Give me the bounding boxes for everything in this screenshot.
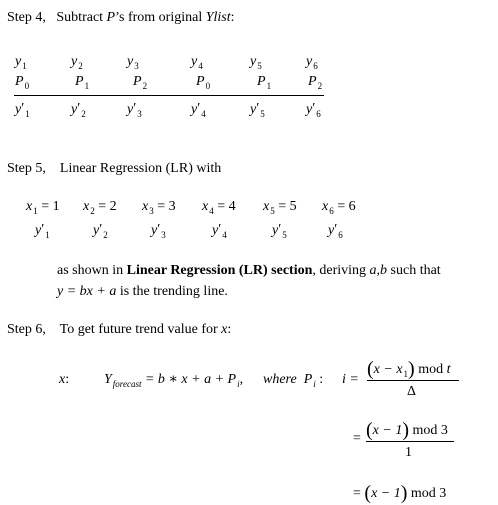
step6-text-pre: To get future trend value for xyxy=(59,322,218,337)
step4-p-1: $P_0$ xyxy=(15,74,30,91)
step5-yprime-3: $y'_3$ xyxy=(151,222,166,240)
step5-label: Step 5, xyxy=(7,161,46,176)
step5-yprime-4: $y'_4$ xyxy=(212,222,227,240)
step4-colon: : xyxy=(230,10,235,25)
step4-p-2: $P_1$ xyxy=(75,74,90,91)
step4-y-4: $y_4$ xyxy=(191,54,203,71)
where-colon: : xyxy=(319,372,324,387)
step6-label: Step 6, xyxy=(7,322,46,337)
step4-yprime-2: $y'_2$ xyxy=(71,101,86,119)
step5-x-4: $x_4 = 4$ xyxy=(202,199,236,216)
forecast-subscript: forecast xyxy=(112,379,142,389)
fraction2-bar xyxy=(366,441,454,442)
step4-text-pre: Subtract xyxy=(56,10,104,25)
step4-y-5: $y_5$ xyxy=(250,54,262,71)
step6-x-var: x xyxy=(221,322,228,337)
where-P-subscript: i xyxy=(313,379,316,389)
step4-yprime-1: $y'_1$ xyxy=(15,101,30,119)
step5-x-3: $x_3 = 3$ xyxy=(142,199,176,216)
where-word: where xyxy=(263,372,297,387)
step4-p-3: $P_2$ xyxy=(133,74,148,91)
eq3-line: = (x − 1) mod 3 xyxy=(353,482,447,504)
step4-yprime-3: $y'_3$ xyxy=(127,101,142,119)
step5-x-2: $x_2 = 2$ xyxy=(83,199,117,216)
fraction1-numerator: $(x - x_1)$ mod t xyxy=(367,358,451,380)
step4-y-3: $y_3$ xyxy=(127,54,139,71)
step5-trend-equation: y = bx + a xyxy=(57,284,117,299)
step5-text: Linear Regression (LR) with xyxy=(59,161,222,176)
step4-yprime-4: $y'_4$ xyxy=(191,101,206,119)
step5-note-mid: , deriving xyxy=(312,263,367,278)
step5-x-5: $x_5 = 5$ xyxy=(263,199,297,216)
fraction1-bar xyxy=(367,380,459,381)
step4-p-4: $P_0$ xyxy=(196,74,211,91)
eq2-sign: = xyxy=(353,431,361,446)
step4-y-1: $y_1$ xyxy=(15,54,27,71)
step5-yprime-5: $y'_5$ xyxy=(272,222,287,240)
forecast-rhs: = b ∗ x + a + P xyxy=(144,372,237,387)
step4-text-mid: ’s from original xyxy=(115,10,203,25)
step4-yprime-5: $y'_5$ xyxy=(250,101,265,119)
step6-where xyxy=(263,373,323,387)
step4-ylist: Ylist xyxy=(205,10,231,25)
step4-heading xyxy=(7,11,235,25)
step5-note-pre: as shown in xyxy=(57,263,124,278)
step4-label: Step 4, xyxy=(7,10,46,25)
step5-trend-text: is the trending line. xyxy=(119,284,228,299)
step4-p-5: $P_1$ xyxy=(257,74,272,91)
step6-forecast-formula xyxy=(104,373,243,387)
step5-note-post: such that xyxy=(390,263,441,278)
step5-note-ab: a,b xyxy=(369,263,388,278)
step6-colon: : xyxy=(227,322,232,337)
step5-note-bold: Linear Regression (LR) section xyxy=(126,263,313,278)
step6-x-label: x: xyxy=(59,372,70,387)
step4-y-6: $y_6$ xyxy=(306,54,318,71)
step5-x-6: $x_6 = 6$ xyxy=(322,199,356,216)
step4-p-var: P xyxy=(106,10,116,25)
where-P: P xyxy=(303,372,313,387)
step5-note-line2 xyxy=(57,285,228,299)
step5-yprime-6: $y'_6$ xyxy=(328,222,343,240)
step4-p-6: $P_2$ xyxy=(308,74,323,91)
step5-note-line1 xyxy=(57,264,441,278)
step4-yprime-6: $y'_6$ xyxy=(306,101,321,119)
step5-heading xyxy=(7,162,221,176)
fraction1-denominator: Δ xyxy=(407,384,417,399)
step6-heading xyxy=(7,323,231,337)
fraction2-denominator: 1 xyxy=(405,445,412,460)
step5-yprime-2: $y'_2$ xyxy=(93,222,108,240)
step4-y-2: $y_2$ xyxy=(71,54,83,71)
forecast-Y: Y xyxy=(104,372,112,387)
step5-x-1: $x_1 = 1$ xyxy=(26,199,60,216)
fraction2-numerator: (x − 1) mod 3 xyxy=(366,419,448,441)
step4-subtraction-line xyxy=(14,95,324,96)
step6-i-equals: i = xyxy=(342,372,359,387)
forecast-comma: , xyxy=(239,372,244,387)
step5-yprime-1: $y'_1$ xyxy=(35,222,50,240)
forecast-rhs-subscript: i xyxy=(237,379,240,389)
